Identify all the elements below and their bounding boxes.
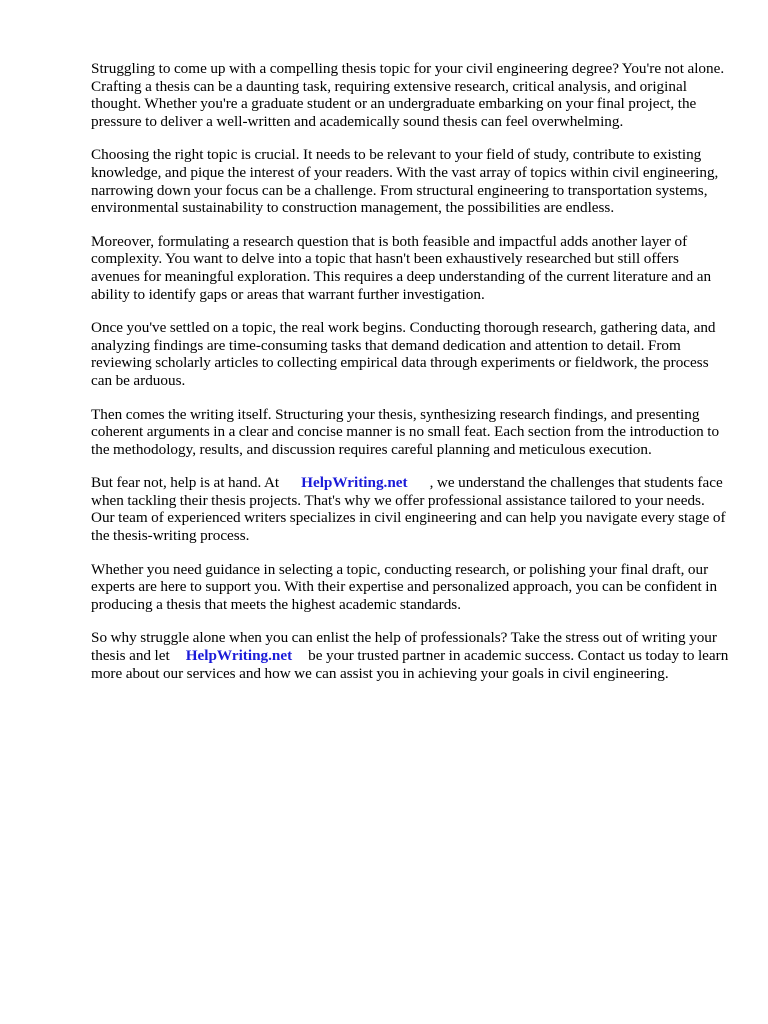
paragraph-intro: Struggling to come up with a compelling thesis topic for your civil engineering degree? You're not alone. Crafting a thesis can be a daunting task, requiring extensive research, critical analysis, and original thought. Whether you're a graduate student or an undergraduate embarking on your final project, the pressure to deliver a well-written and academically sound thesis can feel overwhelming. xyxy=(91,60,725,130)
paragraph-guidance: Whether you need guidance in selecting a topic, conducting research, or polishing your final draft, our experts are here to support you. With their expertise and personalized approach, you can be confident in producing a thesis that meets the highest academic standards. xyxy=(91,560,718,613)
paragraph-help xyxy=(91,474,731,544)
paragraph-closing xyxy=(91,629,731,682)
paragraph-research-question: Moreover, formulating a research question that is both feasible and impactful adds another layer of complexity. You want to delve into a topic that hasn't been exhaustively researched but still offers avenues for meaningful exploration. This requires a deep understanding of the current literature and an ability to identify gaps or areas that warrant further investigation. xyxy=(91,232,712,303)
paragraph-writing: Then comes the writing itself. Structuring your thesis, synthesizing research findings, and presenting coherent arguments in a clear and concise manner is no small feat. Each section from the introduction to the methodology, results, and discussion requires careful planning and meticulous execution. xyxy=(91,405,720,458)
helpwriting-link-closing[interactable]: HelpWriting.net xyxy=(185,647,293,665)
closing-text-before: So why struggle alone when you can enlist the help of professionals? Take the stress out of writing your thesis and let xyxy=(91,629,717,665)
closing-text-after: be your trusted partner in academic success. Contact us today to learn more about our services and how we can assist you in achieving your goals in civil engineering. xyxy=(91,647,729,682)
document-body xyxy=(91,60,731,698)
helpwriting-link[interactable]: HelpWriting.net xyxy=(301,474,408,492)
help-text-after: , we understand the challenges that students face when tackling their thesis projects. That's why we offer professional assistance tailored to your needs. Our team of experienced writers specializes in civil engineering and can help you navigate every stage of the thesis-writing process. xyxy=(91,474,726,545)
paragraph-topic-choice: Choosing the right topic is crucial. It needs to be relevant to your field of study, contribute to existing knowledge, and pique the interest of your readers. With the vast array of topics within civil engineering, narrowing down your focus can be a challenge. From structural engineering to transportation systems, environmental sustainability to construction management, the possibilities are endless. xyxy=(91,146,719,217)
help-text-before: But fear not, help is at hand. At xyxy=(91,474,280,492)
paragraph-research-work: Once you've settled on a topic, the real work begins. Conducting thorough research, gathering data, and analyzing findings are time-consuming tasks that demand dedication and attention to detail. From reviewing scholarly articles to collecting empirical data through experiments or fieldwork, the process can be arduous. xyxy=(91,319,716,389)
